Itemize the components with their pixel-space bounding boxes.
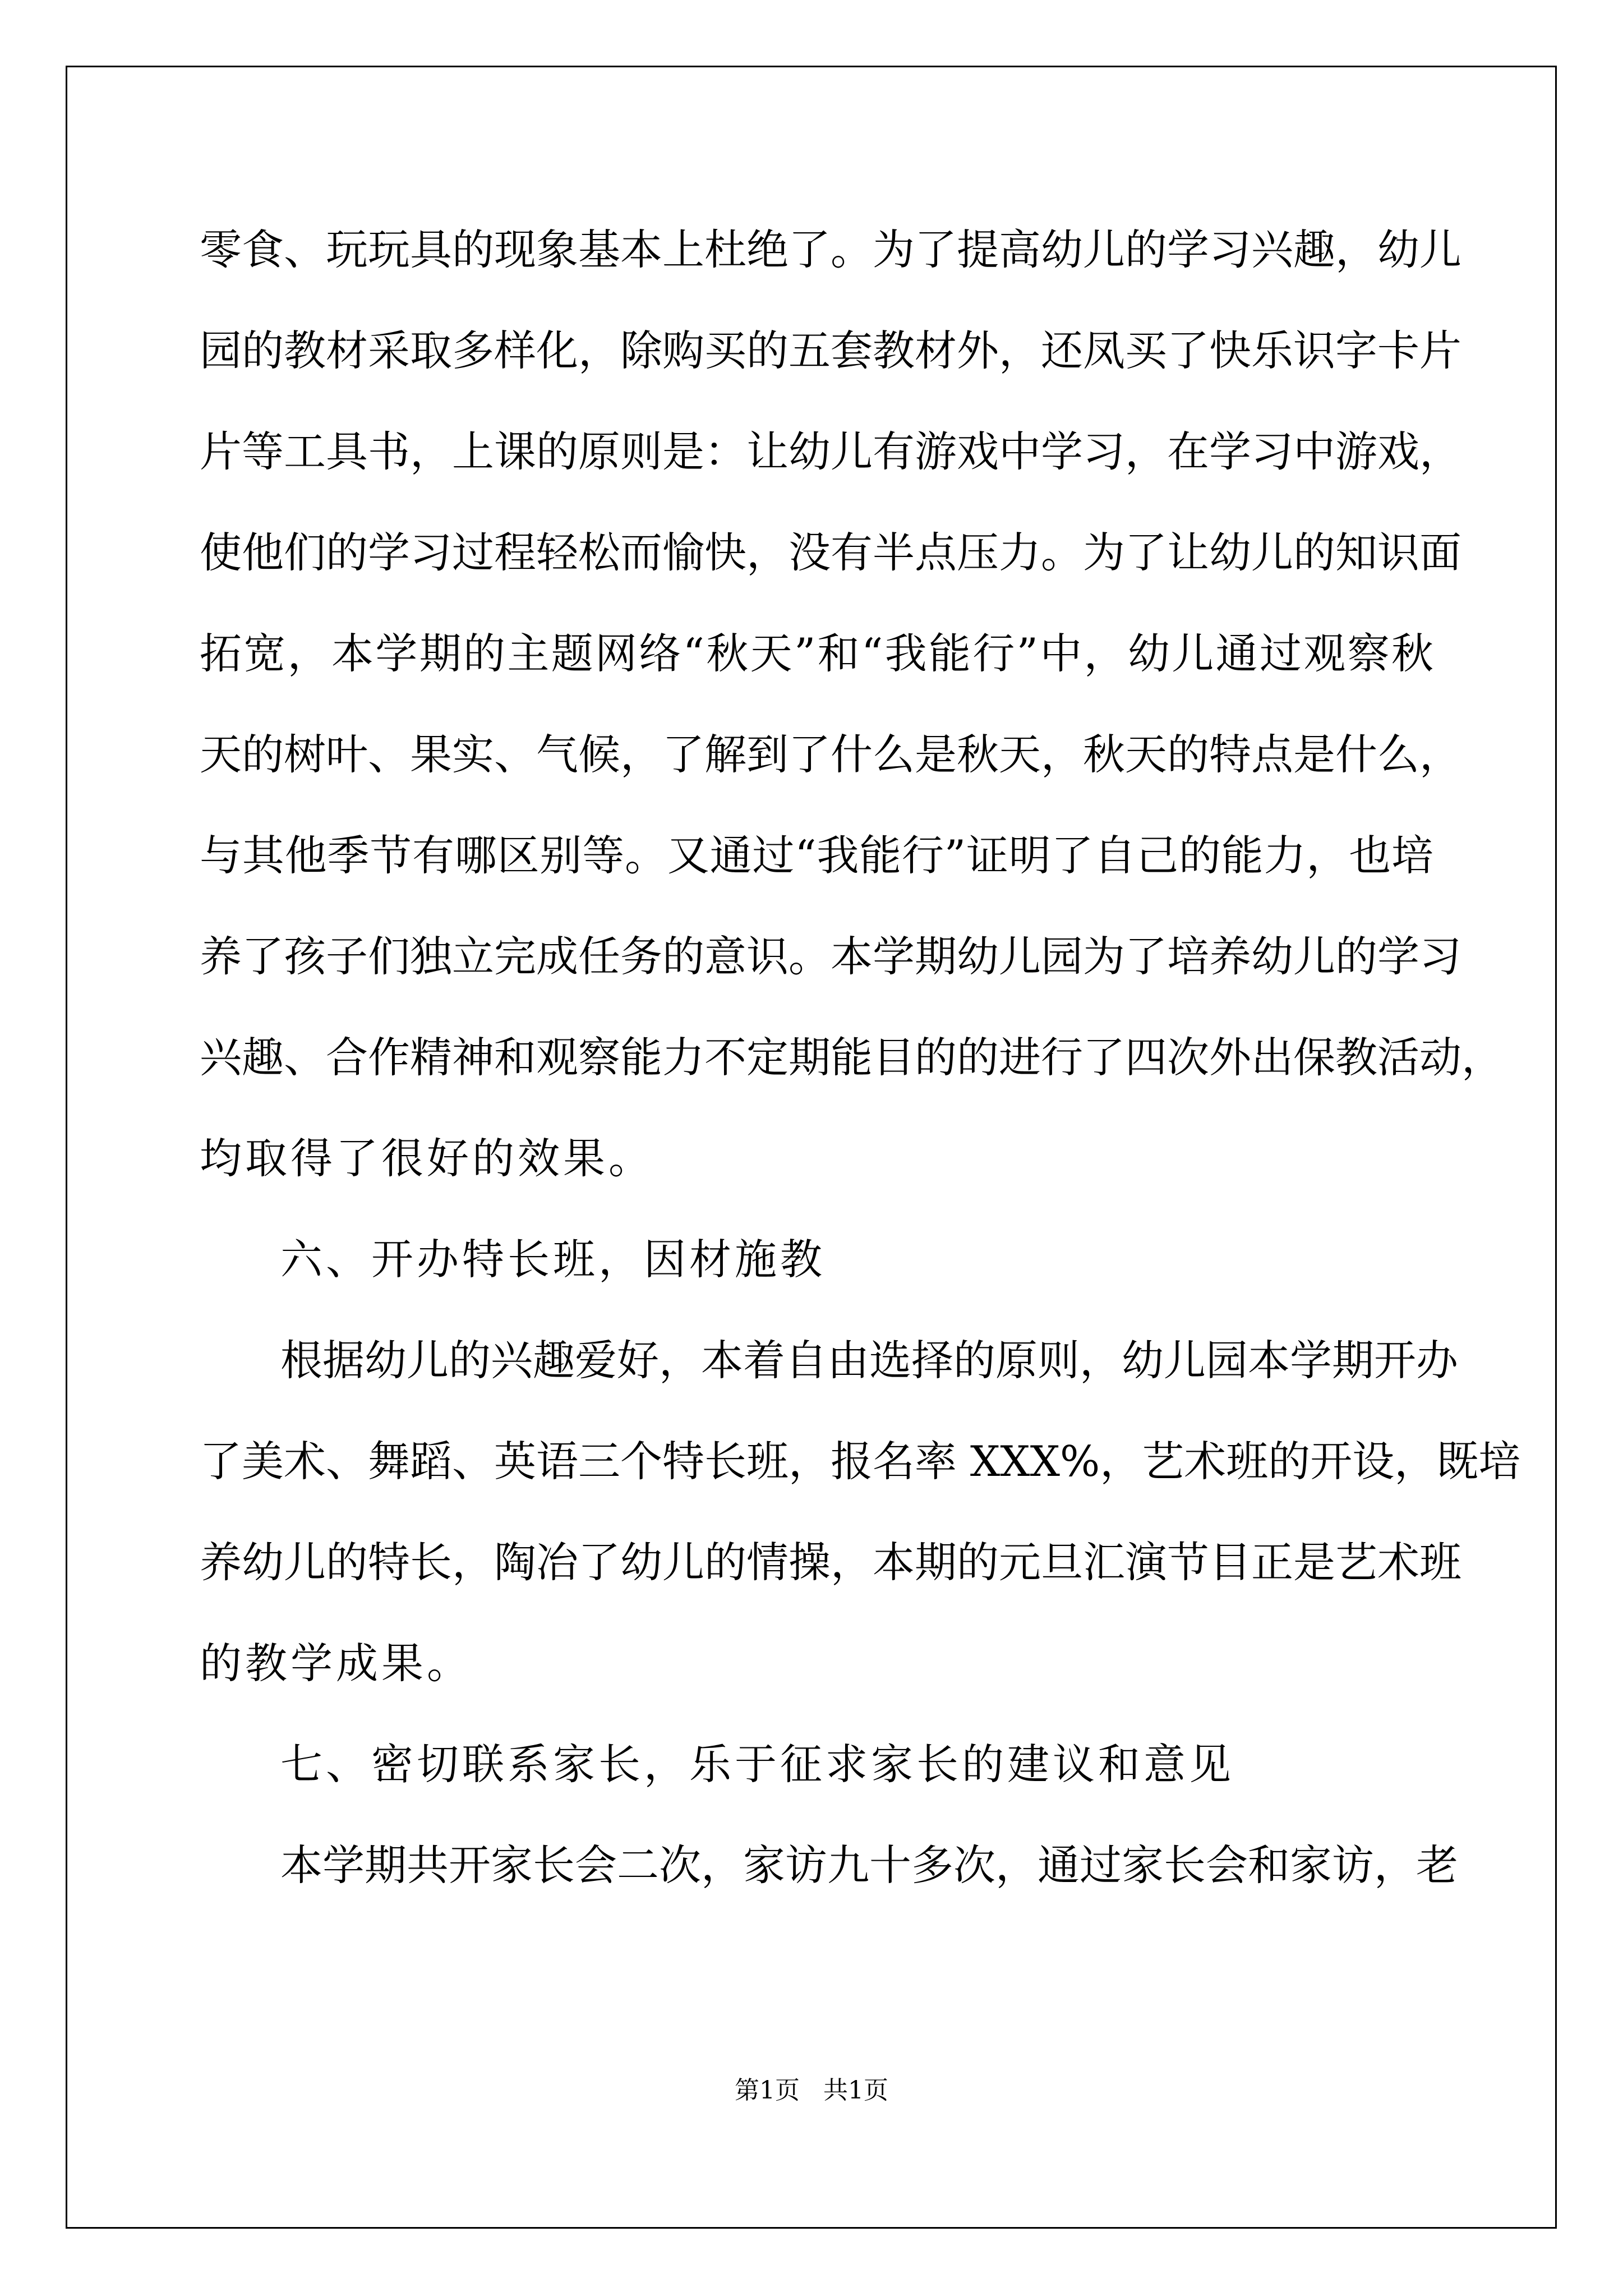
body-line: 使他们的学习过程轻松而愉快，没有半点压力。为了让幼儿的知识面 <box>200 528 1462 577</box>
body-line: 园的教材采取多样化，除购买的五套教材外，还凤买了快乐识字卡片 <box>200 326 1462 375</box>
body-line: 养幼儿的特长，陶冶了幼儿的情操，本期的元旦汇演节目正是艺术班 <box>200 1538 1462 1587</box>
body-line: 了美术、舞蹈、英语三个特长班，报名率 XXX%，艺术班的开设，既培 <box>200 1437 1521 1486</box>
body-line: 根据幼儿的兴趣爱好，本着自由选择的原则，幼儿园本学期开办 <box>280 1336 1459 1385</box>
body-line: 与其他季节有哪区别等。又通过“我能行”证明了自己的能力，也培 <box>200 831 1433 880</box>
body-line: 零食、玩玩具的现象基本上杜绝了。为了提高幼儿的学习兴趣，幼儿 <box>200 225 1462 274</box>
body-line: 天的树叶、果实、气候，了解到了什么是秋天，秋天的特点是什么， <box>200 730 1462 779</box>
body-line: 养了孩子们独立完成任务的意识。本学期幼儿园为了培养幼儿的学习 <box>200 932 1462 981</box>
body-line: 兴趣、合作精神和观察能力不定期能目的的进行了四次外出保教活动， <box>200 1033 1504 1082</box>
section-heading-7: 七、密切联系家长，乐于征求家长的建议和意见 <box>280 1740 1235 1789</box>
body-line: 的教学成果。 <box>200 1639 473 1688</box>
body-line: 片等工具书，上课的原则是：让幼儿有游戏中学习，在学习中游戏， <box>200 427 1462 476</box>
body-line: 均取得了很好的效果。 <box>200 1134 654 1183</box>
body-line: 本学期共开家长会二次，家访九十多次，通过家长会和家访，老 <box>280 1841 1459 1890</box>
section-heading-6: 六、开办特长班，因材施教 <box>280 1235 826 1284</box>
body-line: 拓宽，本学期的主题网络“秋天”和“我能行”中，幼儿通过观察秋 <box>200 629 1433 678</box>
page-footer: 第1页 共1页 <box>735 2076 888 2105</box>
